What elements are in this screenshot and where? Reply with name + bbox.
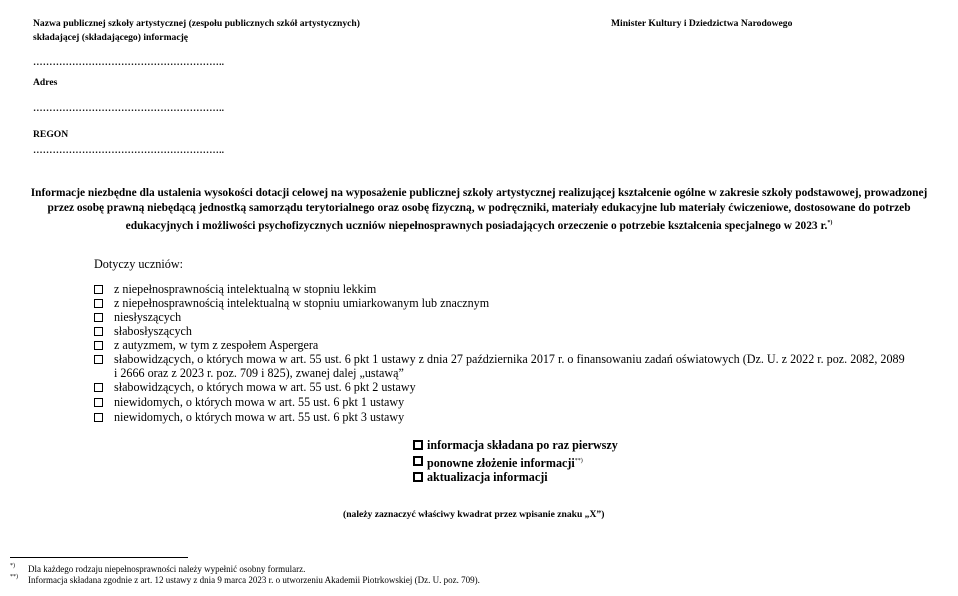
student-option-label: niesłyszących — [114, 310, 182, 324]
school-name-line1: Nazwa publicznej szkoły artystycznej (zespołu publicznych szkół artystycznych) — [33, 18, 360, 29]
student-option-label: słabowidzących, o których mowa w art. 55 ust. 6 pkt 2 ustawy — [114, 380, 416, 394]
checkbox-icon[interactable] — [94, 398, 103, 407]
checkbox-icon[interactable] — [94, 383, 103, 392]
student-option-label-continued: i 2666 oraz z 2023 r. poz. 709 i 825), zwanej dalej „ustawą” — [114, 366, 404, 380]
checkbox-icon[interactable] — [94, 413, 103, 422]
regon-label: REGON — [33, 129, 69, 140]
form-title — [20, 186, 938, 234]
student-option-label: słabosłyszących — [114, 324, 192, 338]
info-type-footnote-mark: **) — [574, 458, 583, 464]
instruction-note: (należy zaznaczyć właściwy kwadrat przez wpisanie znaku „X”) — [343, 509, 605, 520]
footnote-mark: *) — [10, 563, 15, 569]
checkbox-icon[interactable] — [94, 285, 103, 294]
student-option-label: niewidomych, o których mowa w art. 55 ust. 6 pkt 1 ustawy — [114, 395, 405, 409]
checkbox-icon[interactable] — [94, 327, 103, 336]
footnote-divider — [10, 557, 188, 558]
student-option-label: z autyzmem, w tym z zespołem Aspergera — [114, 338, 319, 352]
footnote-text: Dla każdego rodzaju niepełnosprawności należy wypełnić osobny formularz. — [28, 564, 306, 574]
checkbox-icon[interactable] — [94, 313, 103, 322]
info-type-label: informacja składana po raz pierwszy — [427, 438, 618, 452]
checkbox-icon[interactable] — [413, 440, 423, 450]
student-option-label: z niepełnosprawnością intelektualną w stopniu umiarkowanym lub znacznym — [114, 296, 490, 310]
student-option-label: z niepełnosprawnością intelektualną w stopniu lekkim — [114, 282, 377, 296]
regon-field[interactable]: ………………………………………………….. — [33, 145, 225, 156]
student-option-label: słabowidzących, o których mowa w art. 55 ust. 6 pkt 1 ustawy z dnia 27 października 2017 r. o finansowaniu zadań oświatowych (Dz. U. z 2022 r. poz. 2082, 2089 — [114, 352, 905, 366]
checkbox-icon[interactable] — [413, 472, 423, 482]
address-field[interactable]: ………………………………………………….. — [33, 103, 225, 114]
student-option-label: niewidomych, o których mowa w art. 55 ust. 6 pkt 3 ustawy — [114, 410, 405, 424]
recipient-label: Minister Kultury i Dziedzictwa Narodowego — [611, 18, 793, 29]
form-title-text: Informacje niezbędne dla ustalenia wysokości dotacji celowej na wyposażenie publicznej szkoły artystycznej realizującej kształcenie ogólne w zakresie szkoły podstawowej, prowadzonej przez osobę prawną niebędącą jednostką samorządu terytorialnego oraz osobę fizyczną, w podręczniki, materiały edukacyjne lub materiały ćwiczeniowe, dostosowane do potrzeb edukacyjnych i możliwości psychofizycznych uczniów niepełnosprawnych posiadających orzeczenie o potrzebie kształcenia specjalnego w 2023 r. — [30, 187, 928, 232]
school-name-field[interactable]: ………………………………………………….. — [33, 57, 225, 68]
footnote-mark: **) — [10, 574, 18, 580]
students-label: Dotyczy uczniów: — [94, 257, 184, 271]
address-label: Adres — [33, 77, 58, 88]
footnote-text: Informacja składana zgodnie z art. 12 ustawy z dnia 9 marca 2023 r. o utworzeniu Akademii Piotrkowskiej (Dz. U. poz. 709). — [28, 575, 480, 585]
checkbox-icon[interactable] — [94, 355, 103, 364]
info-type-label-text: ponowne złożenie informacji — [427, 456, 575, 471]
school-name-line2: składającej (składającego) informację — [33, 32, 189, 43]
info-type-label: aktualizacja informacji — [427, 470, 548, 484]
checkbox-icon[interactable] — [94, 341, 103, 350]
checkbox-icon[interactable] — [413, 456, 423, 466]
school-name-label — [33, 17, 360, 45]
title-footnote-mark: *) — [827, 220, 833, 226]
checkbox-icon[interactable] — [94, 299, 103, 308]
